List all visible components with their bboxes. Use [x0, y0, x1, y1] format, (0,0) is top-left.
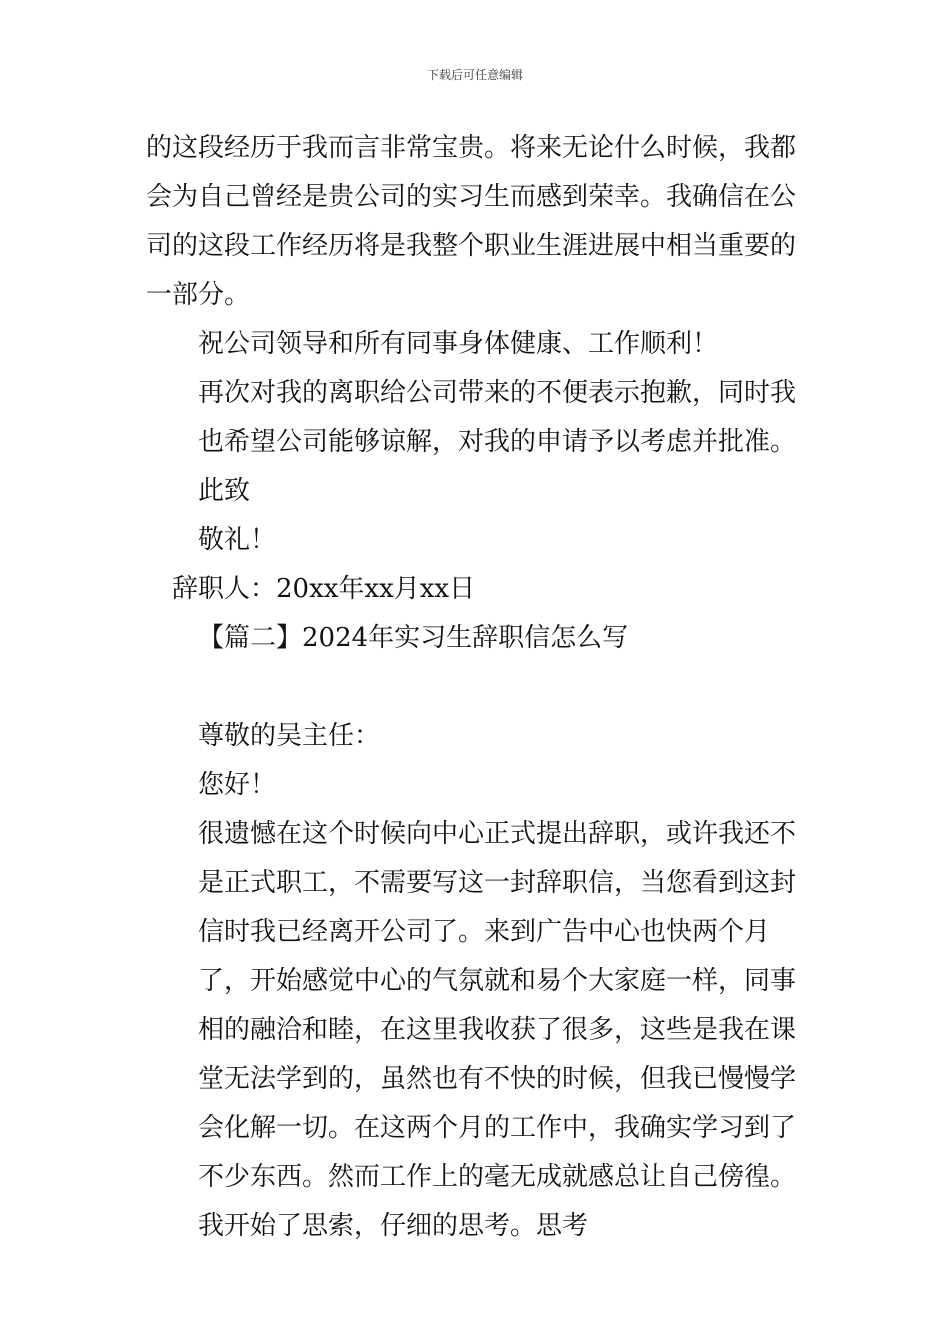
paragraph-1: 的这段经历于我而言非常宝贵。将来无论什么时候，我都会为自己曾经是贵公司的实习生而感到荣幸。我确信在公司的这段工作经历将是我整个职业生涯进展中相当重要的一部分。 — [146, 133, 797, 310]
closing-salute: 敬礼！ — [198, 525, 277, 555]
paragraph-2: 祝公司领导和所有同事身体健康、工作顺利！ — [198, 329, 719, 359]
salutation: 尊敬的吴主任： — [198, 721, 381, 751]
spacer — [146, 663, 806, 712]
paragraph-3: 再次对我的离职给公司带来的不便表示抱歉，同时我也希望公司能够谅解，对我的申请予以考虑并批准。 — [198, 378, 797, 457]
signature-line: 辞职人：20xx年xx月xx日 — [172, 574, 476, 604]
closing-phrase: 此致 — [198, 476, 251, 506]
header-note: 下载后可任意编辑 — [426, 68, 523, 82]
paragraph-body: 很遗憾在这个时候向中心正式提出辞职，或许我还不是正式职工，不需要写这一封辞职信，当您看到这封信时我已经离开公司了。来到广告中心也快两个月了，开始感觉中心的气氛就和易个大家庭一样，同事相的融洽和睦，在这里我收获了很多，这些是我在课堂无法学到的，虽然也有不快的时候，但我已慢慢学会化解一切。在这两个月的工作中，我确实学习到了不少东西。然而工作上的毫无成就感总让自己傍徨。我开始了思索，仔细的思考。思考 — [198, 819, 797, 1241]
section-title: 【篇二】2024年实习生辞职信怎么写 — [198, 623, 629, 653]
document-body — [146, 124, 806, 1251]
greeting: 您好！ — [198, 770, 277, 800]
